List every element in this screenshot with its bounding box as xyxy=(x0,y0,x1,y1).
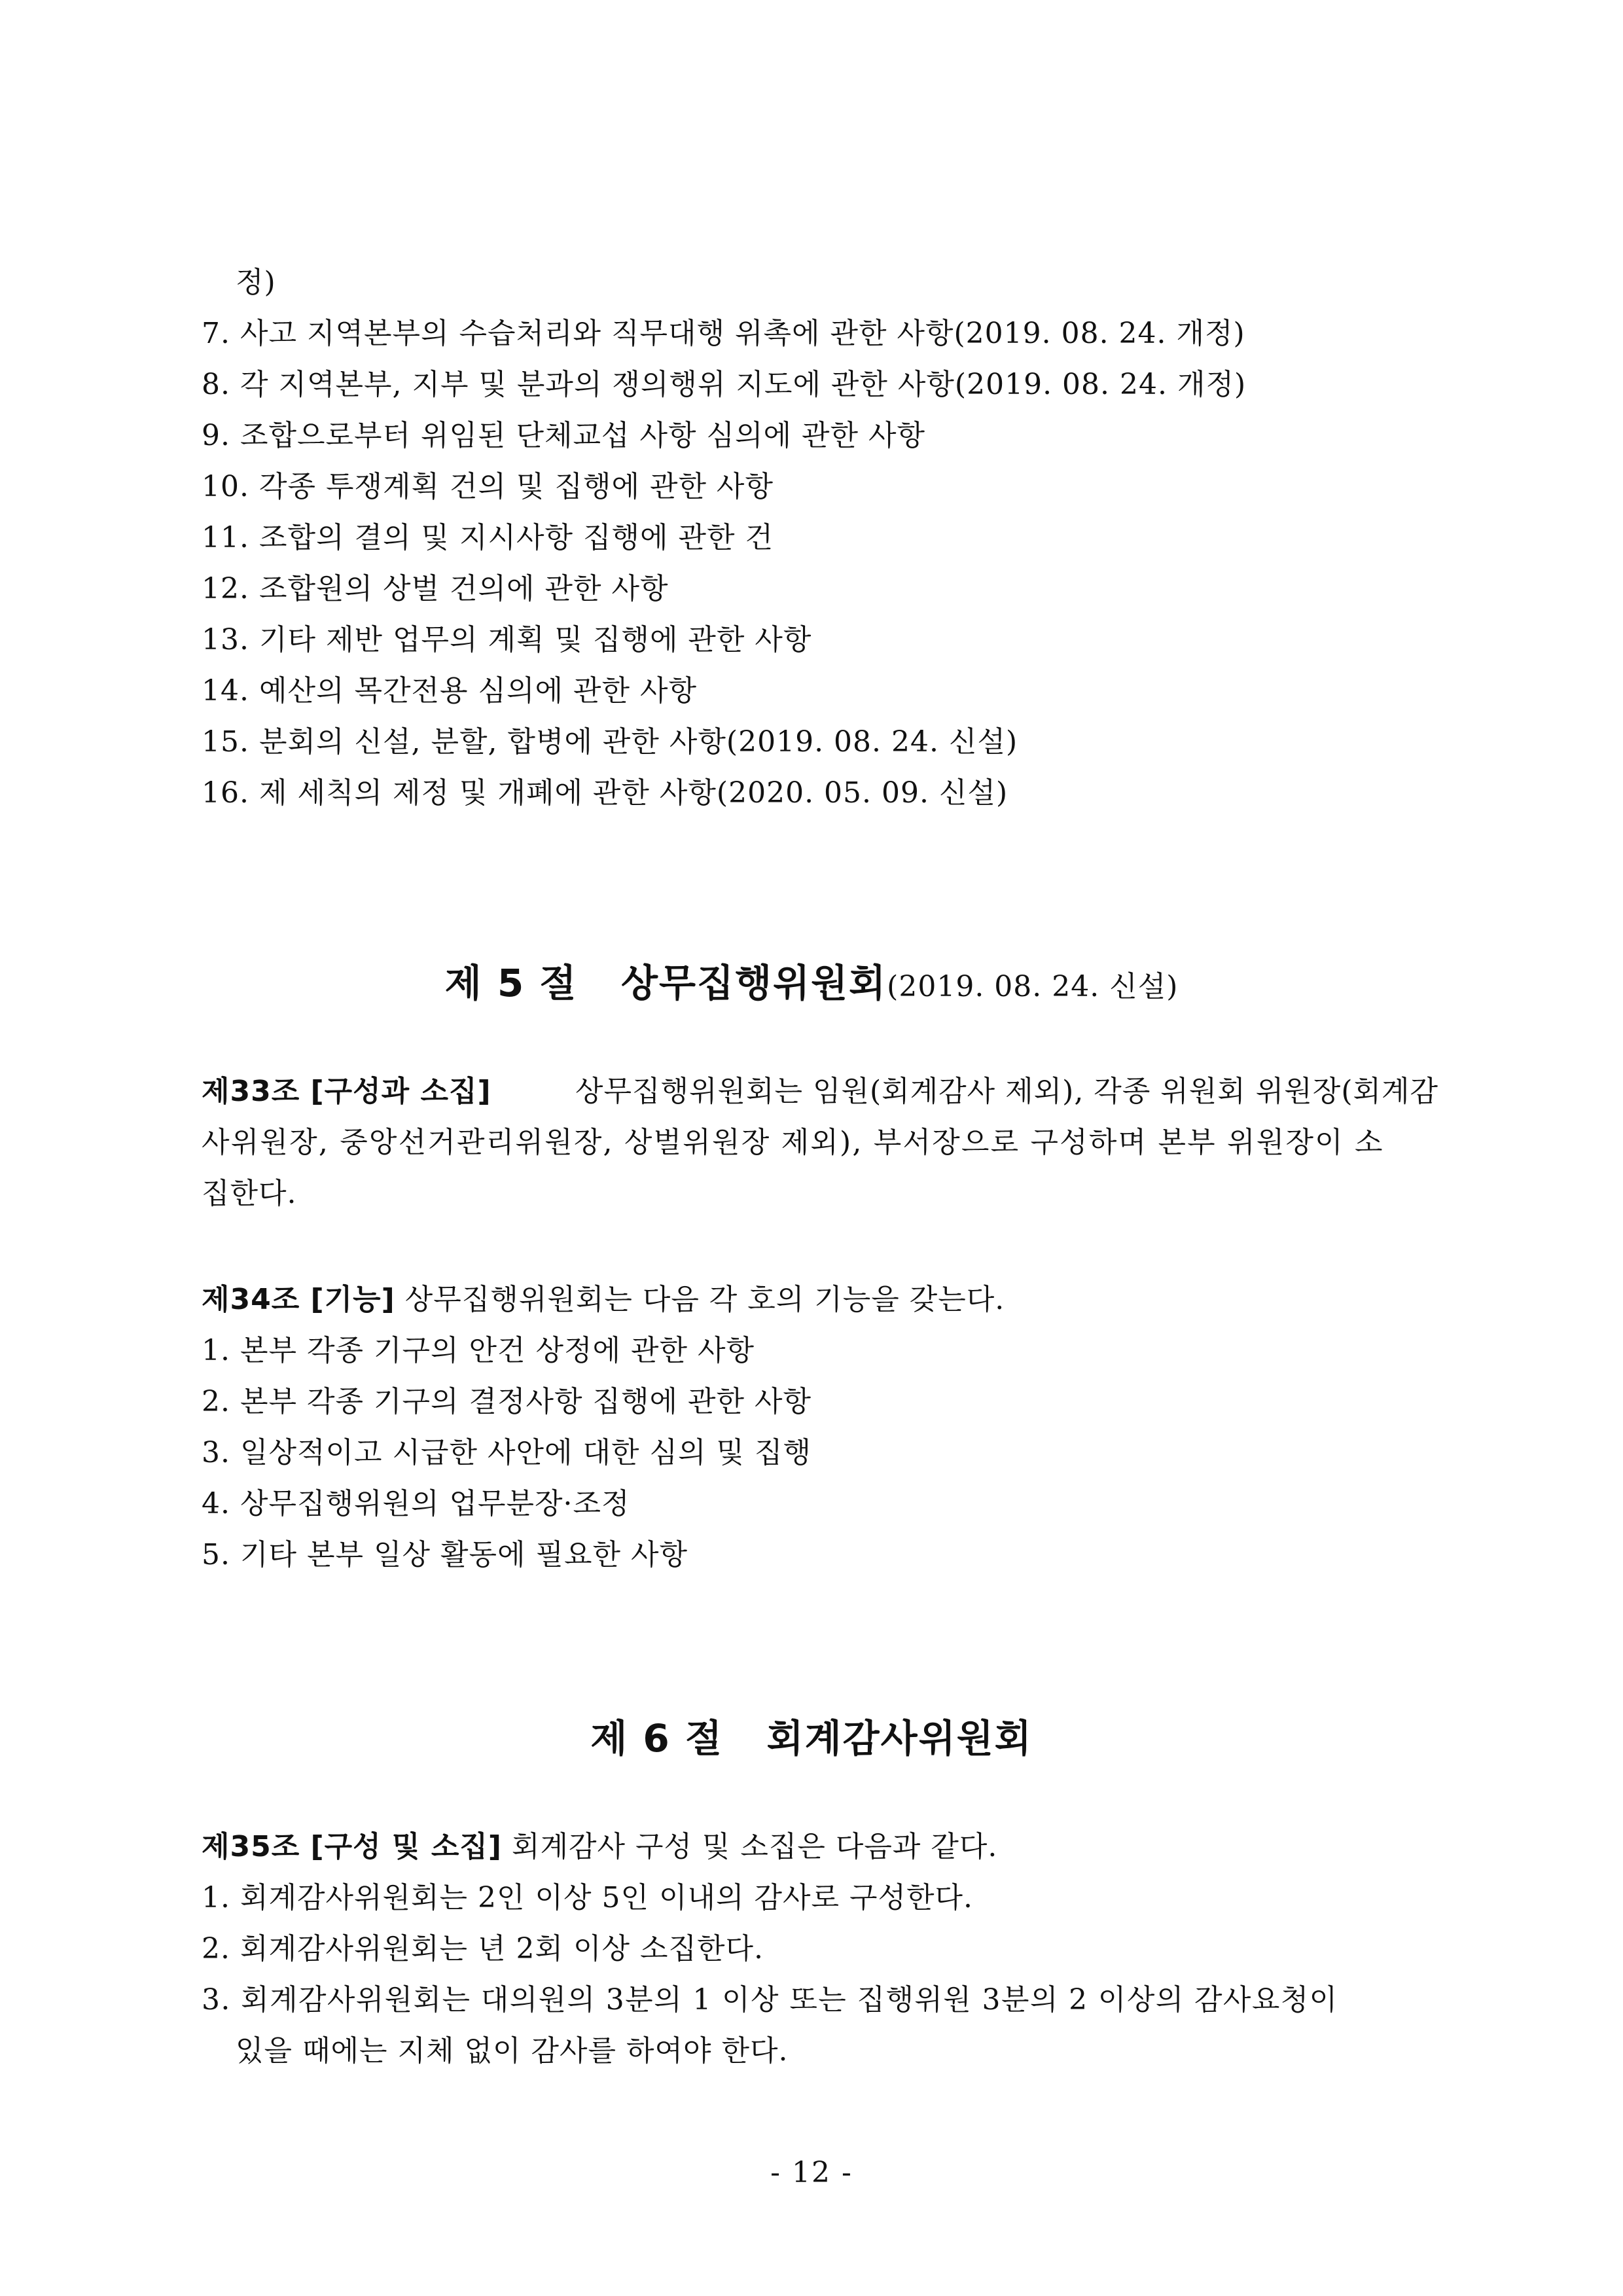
list-item: 16. 제 세칙의 제정 및 개폐에 관한 사항(2020. 05. 09. 신설) xyxy=(202,776,1008,810)
article-title: 제33조 [구성과 소집] xyxy=(202,1075,491,1108)
article-text: 상무집행위원회는 임원(회계감사 제외), 각종 위원회 위원장(회계감 xyxy=(575,1075,1438,1108)
page-number: - 12 - xyxy=(770,2156,853,2189)
article-paragraph xyxy=(202,1280,1005,1319)
article-paragraph xyxy=(202,1072,1438,1111)
section-heading xyxy=(0,1712,1623,1765)
list-item: 1. 회계감사위원회는 2인 이상 5인 이내의 감사로 구성한다. xyxy=(202,1881,973,1914)
list-item: 11. 조합의 결의 및 지시사항 집행에 관한 건 xyxy=(202,521,774,554)
list-item: 15. 분회의 신설, 분할, 합병에 관한 사항(2019. 08. 24. 신설) xyxy=(202,725,1018,759)
section-title: 제 5 절 상무집행위원회 xyxy=(444,961,887,1005)
list-item: 13. 기타 제반 업무의 계획 및 집행에 관한 사항 xyxy=(202,623,812,656)
list-item: 8. 각 지역본부, 지부 및 분과의 쟁의행위 지도에 관한 사항(2019. 08. 24. 개정) xyxy=(202,368,1247,401)
section-note: (2019. 08. 24. 신설) xyxy=(887,970,1179,1003)
list-item: 2. 회계감사위원회는 년 2회 이상 소집한다. xyxy=(202,1932,764,1965)
article-paragraph xyxy=(202,1827,997,1867)
section-title: 제 6 절 회계감사위원회 xyxy=(590,1716,1033,1761)
section-heading xyxy=(0,957,1623,1009)
article-title: 제34조 [기능] xyxy=(202,1283,395,1316)
list-item: 10. 각종 투쟁계획 건의 및 집행에 관한 사항 xyxy=(202,470,774,503)
list-item: 9. 조합으로부터 위임된 단체교섭 사항 심의에 관한 사항 xyxy=(202,419,925,452)
article-text: 집한다. xyxy=(202,1177,297,1210)
list-item: 2. 본부 각종 기구의 결정사항 집행에 관한 사항 xyxy=(202,1385,812,1418)
article-text: 회계감사 구성 및 소집은 다음과 같다. xyxy=(511,1830,998,1863)
list-item: 5. 기타 본부 일상 활동에 필요한 사항 xyxy=(202,1538,688,1571)
article-text: 상무집행위원회는 다음 각 호의 기능을 갖는다. xyxy=(404,1283,1005,1316)
list-item: 3. 일상적이고 시급한 사안에 대한 심의 및 집행 xyxy=(202,1436,812,1469)
list-item: 12. 조합원의 상벌 건의에 관한 사항 xyxy=(202,572,669,605)
list-item: 7. 사고 지역본부의 수습처리와 직무대행 위촉에 관한 사항(2019. 08. 24. 개정) xyxy=(202,317,1245,350)
article-text: 사위원장, 중앙선거관리위원장, 상벌위원장 제외), 부서장으로 구성하며 본부 위원장이 소 xyxy=(202,1126,1384,1159)
list-item-continuation: 있을 때에는 지체 없이 감사를 하여야 한다. xyxy=(236,2034,789,2068)
list-item: 1. 본부 각종 기구의 안건 상정에 관한 사항 xyxy=(202,1334,755,1367)
list-item: 3. 회계감사위원회는 대의원의 3분의 1 이상 또는 집행위원 3분의 2 이상의 감사요청이 xyxy=(202,1983,1338,2017)
list-item: 14. 예산의 목간전용 심의에 관한 사항 xyxy=(202,674,697,708)
article-title: 제35조 [구성 및 소집] xyxy=(202,1830,502,1863)
list-item: 4. 상무집행위원의 업무분장·조정 xyxy=(202,1487,630,1520)
continuation-text: 정) xyxy=(236,266,276,299)
